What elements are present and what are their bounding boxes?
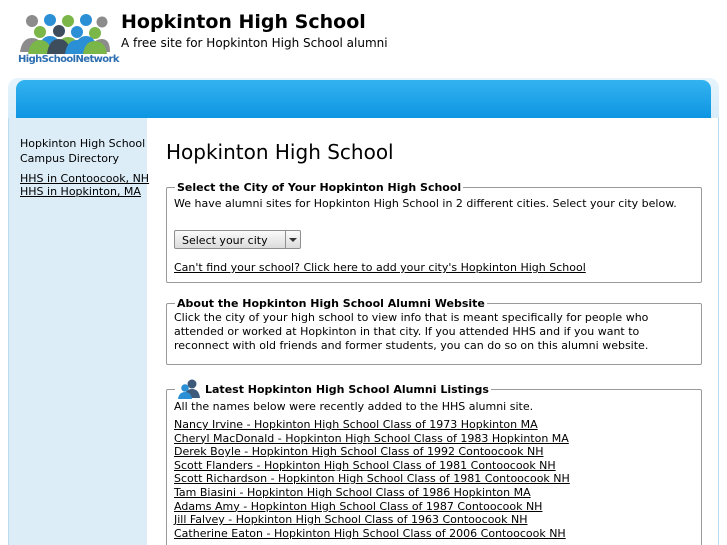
sidebar-link-hopkinton[interactable]: HHS in Hopkinton, MA (20, 185, 141, 198)
city-select-legend: Select the City of Your Hopkinton High School (177, 181, 462, 194)
listings-section (166, 379, 702, 545)
city-select-section (166, 181, 702, 283)
site-subtitle: A free site for Hopkinton High School alumni (121, 36, 388, 50)
city-select-value: Select your city (182, 234, 268, 247)
city-select-dropdown[interactable] (174, 230, 301, 249)
people-group-logo-icon (18, 14, 110, 54)
listing-link[interactable]: Nancy Irvine - Hopkinton High School Class of 1973 Hopkinton MA (174, 418, 538, 431)
page-title: Hopkinton High School (166, 140, 394, 164)
about-legend: About the Hopkinton High School Alumni Website (177, 297, 485, 310)
listing-link[interactable]: Adams Amy - Hopkinton High School Class of 1987 Contoocook NH (174, 499, 543, 513)
sidebar-link-contoocook[interactable]: HHS in Contoocook, NH (20, 172, 150, 185)
site-title: Hopkinton High School (121, 11, 366, 33)
listing-link[interactable]: Derek Boyle - Hopkinton High School Class of 1992 Contoocook NH (174, 445, 544, 459)
listings-legend (175, 379, 491, 399)
logo-text: HighSchoolNetwork (18, 54, 119, 65)
listings-intro: All the names below were recently added to the HHS alumni site. (174, 400, 534, 413)
sidebar (9, 118, 150, 545)
listing-link[interactable]: Scott Flanders - Hopkinton High School Class of 1981 Contoocook NH (174, 458, 556, 472)
campus-directory-title: Hopkinton High School Campus Directory (20, 137, 146, 165)
main-content (166, 140, 702, 545)
nav-bar (16, 80, 711, 118)
people-icon (177, 379, 201, 399)
listing-link[interactable]: Jill Falvey - Hopkinton High School Class of 1963 Contoocook NH (174, 513, 528, 527)
about-section (166, 297, 702, 365)
add-school-link[interactable]: Can't find your school? Click here to add your city's Hopkinton High School (174, 261, 586, 274)
city-select-intro: We have alumni sites for Hopkinton High School in 2 different cities. Select your city below. (174, 197, 677, 210)
listing-link[interactable]: Catherine Eaton - Hopkinton High School Class of 2006 Contoocook NH (174, 526, 566, 540)
listings-legend-text: Latest Hopkinton High School Alumni Listings (205, 382, 489, 396)
about-text: Click the city of your high school to view info that is meant specifically for people who attended or worked at Hopkinton in that city. If you attended HHS and if you want to reconnect with old friends and former students, you can do so on this alumni website. (174, 311, 649, 352)
site-logo[interactable] (18, 14, 119, 70)
sidebar-links (20, 172, 150, 198)
listing-link[interactable]: Tam Biasini - Hopkinton High School Class of 1986 Hopkinton MA (174, 485, 531, 499)
listing-link[interactable]: Cheryl MacDonald - Hopkinton High School Class of 1983 Hopkinton MA (174, 431, 569, 445)
chevron-down-icon[interactable] (285, 231, 300, 248)
listing-link[interactable]: Scott Richardson - Hopkinton High School Class of 1981 Contoocook NH (174, 472, 570, 486)
